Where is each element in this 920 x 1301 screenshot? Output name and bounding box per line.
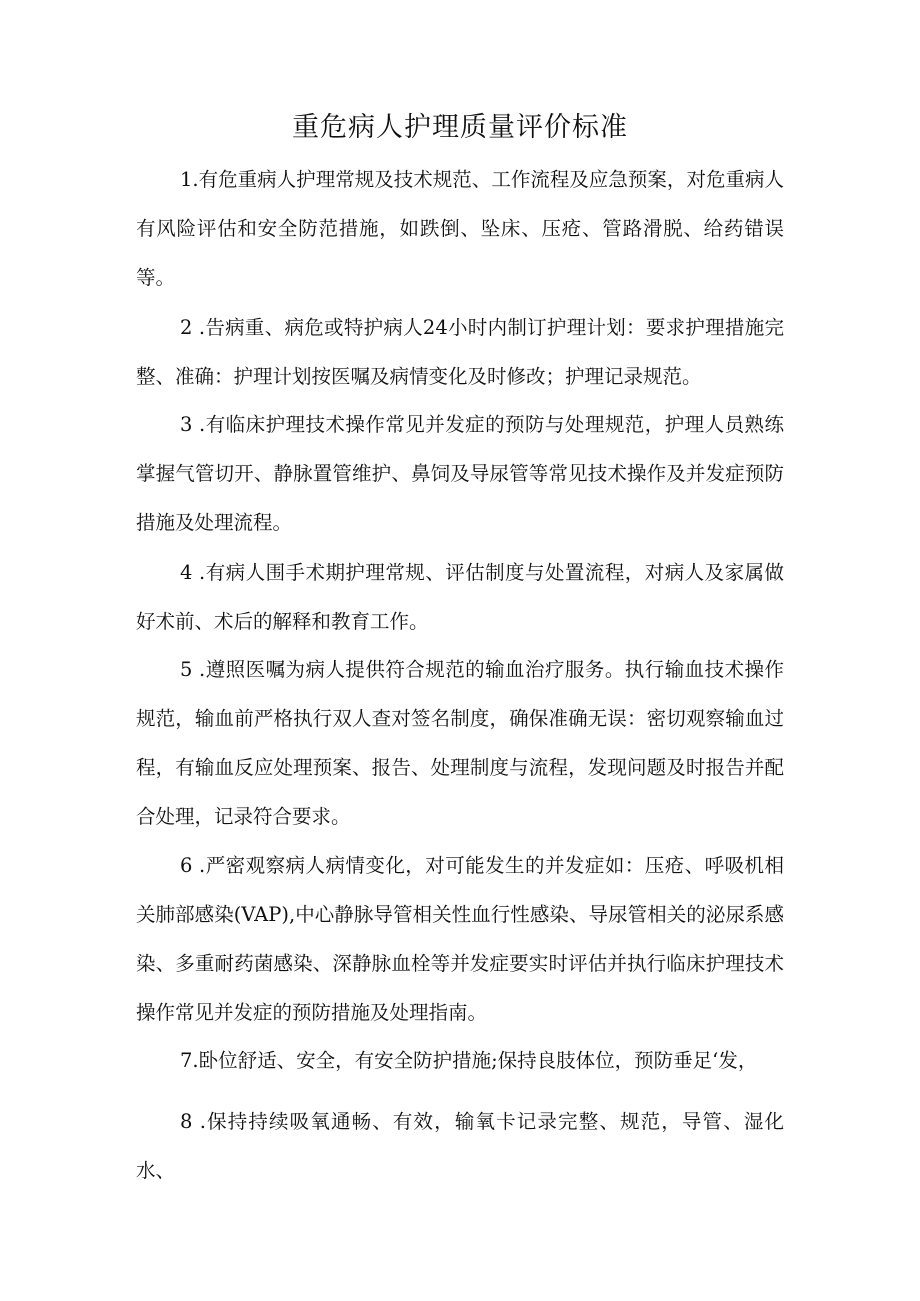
paragraph-6: 6 .严密观察病人病情变化，对可能发生的并发症如：压疮、呼吸机相关肺部感染(VAP),中心静脉导管相关性血行性感染、导尿管相关的泌尿系感染、多重耐药菌感染、深静脉血栓等并发症要实时评估并执行临床护理技术操作常见并发症的预防措施及处理指南。 (136, 854, 784, 1024)
paragraph-5: 5 .遵照医嘱为病人提供符合规范的输血治疗服务。执行输血技术操作规范，输血前严格执行双人查对签名制度，确保准确无误：密切观察输血过程，有输血反应处理预案、报告、处理制度与流程，发现问题及时报告并配合处理，记录符合要求。 (136, 658, 784, 828)
paragraph-3: 3 .有临床护理技术操作常见并发症的预防与处理规范，护理人员熟练掌握气管切开、静脉置管维护、鼻饲及导尿管等常见技术操作及并发症预防措施及处理流程。 (136, 413, 784, 534)
document-title: 重危病人护理质量评价标准 (292, 112, 628, 143)
paragraph-8: 8 .保持持续吸氧通畅、有效，输氧卡记录完整、规范，导管、湿化水、 (136, 1110, 784, 1182)
paragraph-4: 4 .有病人围手术期护理常规、评估制度与处置流程，对病人及家属做好术前、术后的解释和教育工作。 (136, 561, 784, 633)
paragraph-2: 2 .告病重、病危或特护病人24小时内制订护理计划：要求护理措施完整、准确：护理计划按医嘱及病情变化及时修改；护理记录规范。 (136, 316, 784, 388)
paragraph-1: 1.有危重病人护理常规及技术规范、工作流程及应急预案，对危重病人有风险评估和安全防范措施，如跌倒、坠床、压疮、管路滑脱、给药错误等。 (136, 168, 784, 289)
paragraph-7: 7.卧位舒适、安全，有安全防护措施;保持良肢体位，预防垂足‘发， (180, 1049, 758, 1072)
